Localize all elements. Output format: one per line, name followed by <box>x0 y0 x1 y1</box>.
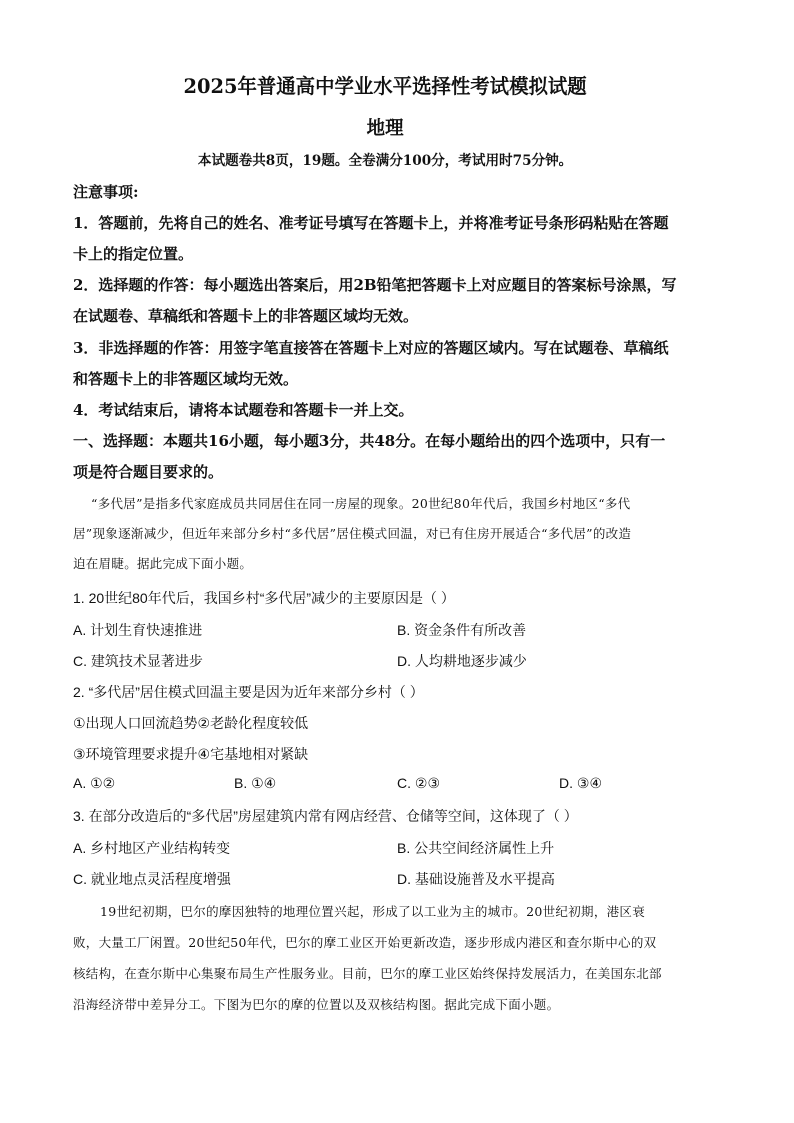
option-c: C. 就业地点灵活程度增强 <box>73 871 231 887</box>
section-heading: 项是符合题目要求的。 <box>73 463 224 481</box>
subject-title: 地理 <box>366 117 404 139</box>
note-line: 和答题卡上的非答题区域均无效。 <box>73 370 299 388</box>
option-a: A. 乡村地区产业结构转变 <box>73 840 231 856</box>
option-d: D. 基础设施普及水平提高 <box>397 871 555 887</box>
note-line: 4．考试结束后，请将本试题卷和答题卡一并上交。 <box>73 401 414 419</box>
note-line: 2．选择题的作答：每小题选出答案后，用2B铅笔把答题卡上对应题目的答案标号涂黑，写 <box>73 276 677 294</box>
option-d: D. 人均耕地逐步减少 <box>397 653 527 669</box>
note-line: 卡上的指定位置。 <box>73 245 194 263</box>
passage-line: 19世纪初期，巴尔的摩因独特的地理位置兴起，形成了以工业为主的城市。20世纪初期，港区衰 <box>100 904 646 919</box>
note-line: 1．答题前，先将自己的姓名、准考证号填写在答题卡上，并将准考证号条形码粘贴在答题 <box>73 214 669 232</box>
note-line: 在试题卷、草稿纸和答题卡上的非答题区域均无效。 <box>73 307 419 325</box>
option-d: D. ③④ <box>559 775 602 791</box>
passage-line: “多代居”是指多代家庭成员共同居住在同一房屋的现象。20世纪80年代后，我国乡村地区“多代 <box>91 496 631 511</box>
passage-line: 迫在眉睫。据此完成下面小题。 <box>73 556 253 571</box>
passage-line: 居”现象逐渐减少，但近年来部分乡村“多代居”居住模式回温，对已有住房开展适合“多代居”的改造 <box>73 526 632 541</box>
option-a: A. ①② <box>73 775 116 791</box>
option-a: A. 计划生育快速推进 <box>73 622 203 638</box>
exam-intro: 本试题卷共8页，19题。全卷满分100分，考试用时75分钟。 <box>197 153 573 169</box>
note-line: 3．非选择题的作答：用签字笔直接答在答题卡上对应的答题区域内。写在试题卷、草稿纸 <box>73 339 669 357</box>
question-line: ①出现人口回流趋势②老龄化程度较低 <box>73 715 309 731</box>
exam-title: 2025年普通高中学业水平选择性考试模拟试题 <box>183 74 587 98</box>
passage-line: 核结构，在查尔斯中心集聚布局生产性服务业。目前，巴尔的摩工业区始终保持发展活力，在美国东北部 <box>73 966 662 981</box>
question-stem: 1. 20世纪80年代后，我国乡村“多代居”减少的主要原因是（ ） <box>73 590 455 606</box>
option-c: C. ②③ <box>397 775 440 791</box>
question-stem: 2. “多代居”居住模式回温主要是因为近年来部分乡村（ ） <box>73 684 424 700</box>
option-c: C. 建筑技术显著进步 <box>73 653 203 669</box>
section-heading: 一、选择题：本题共16小题，每小题3分，共48分。在每小题给出的四个选项中，只有一 <box>73 432 666 450</box>
option-b: B. 公共空间经济属性上升 <box>397 840 555 856</box>
passage-line: 败，大量工厂闲置。20世纪50年代，巴尔的摩工业区开始更新改造，逐步形成内港区和查尔斯中心的双 <box>73 935 657 950</box>
question-line: ③环境管理要求提升④宅基地相对紧缺 <box>73 746 309 762</box>
notes-heading: 注意事项: <box>73 183 139 201</box>
passage-line: 沿海经济带中差异分工。下图为巴尔的摩的位置以及双核结构图。据此完成下面小题。 <box>73 997 560 1012</box>
option-b: B. 资金条件有所改善 <box>397 622 527 638</box>
question-stem: 3. 在部分改造后的“多代居”房屋建筑内常有网店经营、仓储等空间，这体现了（ ） <box>73 808 578 824</box>
option-b: B. ①④ <box>234 775 277 791</box>
